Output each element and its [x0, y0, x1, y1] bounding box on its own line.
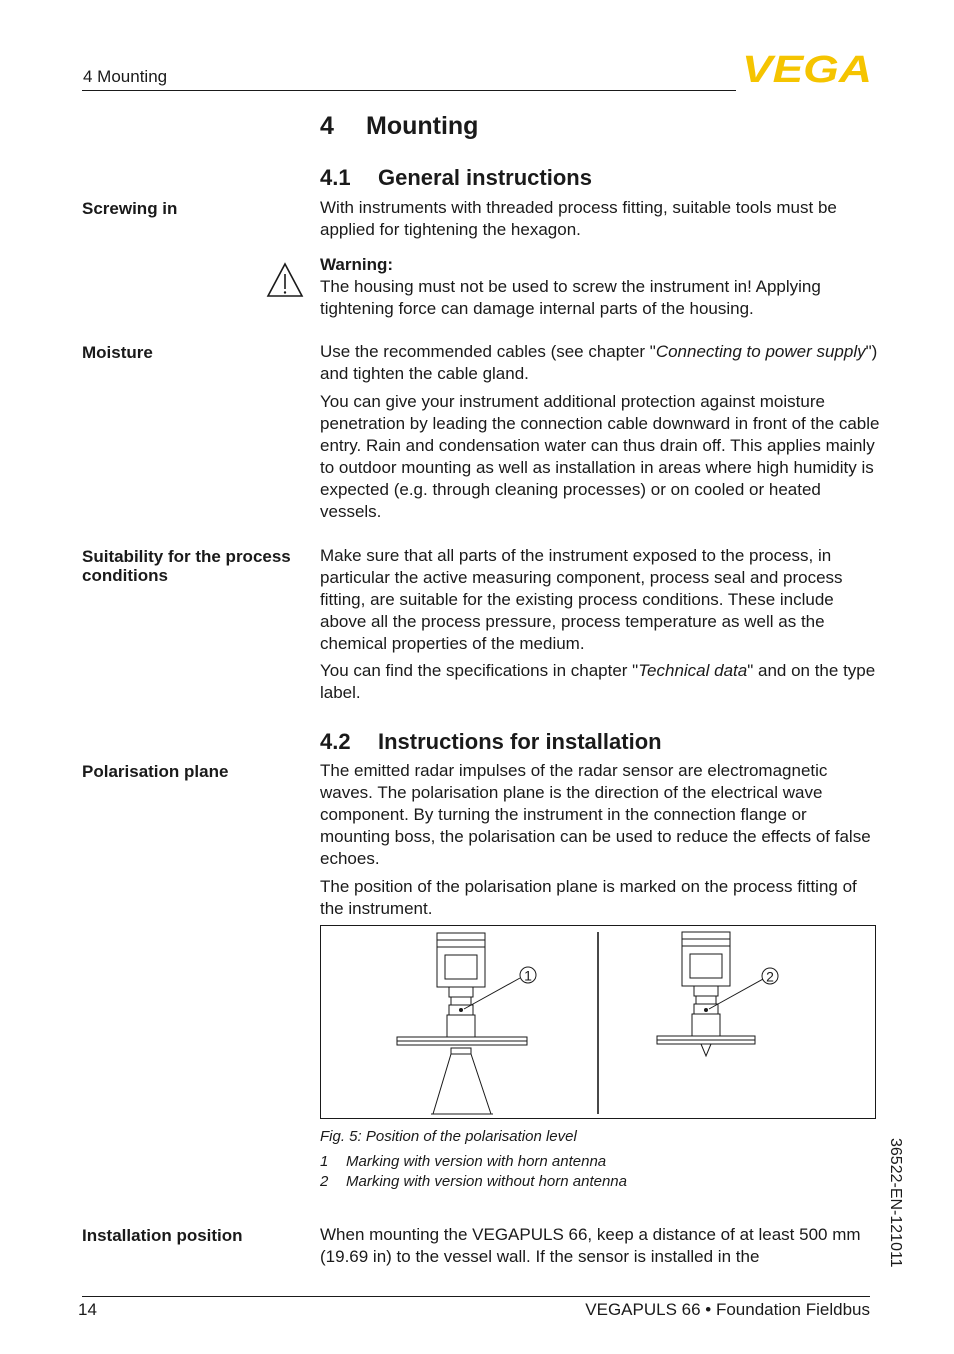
warning-block — [320, 254, 880, 320]
header-rule — [82, 90, 736, 91]
polarisation-p2: The position of the polarisation plane is marked on the process fitting of the instrument. — [320, 877, 857, 918]
label-installation-position: Installation position — [82, 1226, 243, 1245]
document-code-text: 36522-EN-121011 — [887, 1138, 904, 1268]
callout-1: 1 — [524, 967, 532, 984]
sensor-drawing — [321, 926, 877, 1120]
page-number: 14 — [78, 1300, 97, 1319]
section-number: 4.1 — [320, 165, 351, 190]
suitability-p2 — [320, 660, 880, 704]
running-header: 4 Mounting — [83, 67, 168, 86]
chapter-title-text: Mounting — [366, 112, 479, 140]
callout-2: 2 — [766, 968, 774, 985]
section-heading-4-2 — [320, 729, 662, 755]
label-suitability: Suitability for the process conditions — [82, 547, 291, 585]
warning-icon — [266, 262, 304, 298]
warning-text: The housing must not be used to screw the instrument in! Applying tightening force can damage internal parts of the housing. — [320, 277, 821, 318]
legend-item-1 — [320, 1152, 606, 1172]
moisture-p1 — [320, 341, 880, 385]
footer-rule — [82, 1296, 870, 1297]
polarisation-p1: The emitted radar impulses of the radar sensor are electromagnetic waves. The polarisation plane is the direction of the electrical wave component. By turning the instrument in the connection flange or mounting boss, the polarisation can be used to reduce the effects of false echoes. — [320, 761, 871, 868]
figure-caption: Fig. 5: Position of the polarisation level — [320, 1128, 577, 1145]
legend-item-2 — [320, 1172, 627, 1192]
label-screwing-in: Screwing in — [82, 199, 178, 218]
suitability-p2-b: " and on the type label. — [320, 661, 876, 702]
section-number: 4.2 — [320, 729, 351, 754]
suitability-p2-a: You can find the specifications in chapter " — [320, 661, 639, 680]
moisture-p1-b: ") and tighten the cable gland. — [320, 342, 878, 383]
section-title: Instructions for installation — [378, 729, 662, 754]
polarisation-figure — [320, 925, 876, 1119]
chapter-title — [320, 112, 478, 141]
document-code — [884, 1138, 906, 1288]
legend-text: Marking with version with horn antenna — [346, 1153, 607, 1170]
label-moisture: Moisture — [82, 343, 153, 362]
chapter-number: 4 — [320, 112, 334, 140]
moisture-chapter-ref: Connecting to power supply — [655, 342, 866, 361]
legend-number: 1 — [320, 1153, 329, 1170]
moisture-p1-a: Use the recommended cables (see chapter " — [320, 342, 656, 361]
legend-number: 2 — [320, 1173, 329, 1190]
logo-text: VEGA — [742, 51, 872, 85]
section-heading-4-1 — [320, 165, 592, 191]
technical-data-ref: Technical data — [638, 661, 748, 680]
suitability-p1: Make sure that all parts of the instrument exposed to the process, in particular the active measuring component, process seal and process fitting, are suitable for the existing process conditions. These include above all the process pressure, process temperature as well as the chemical properties of the medium. — [320, 546, 843, 653]
footer-product: VEGAPULS 66 • Foundation Fieldbus — [585, 1300, 870, 1319]
label-polarisation: Polarisation plane — [82, 762, 229, 781]
moisture-p2: You can give your instrument additional protection against moisture penetration by leading the connection cable downward in front of the cable entry. Rain and condensation water can thus drain off. This applies mainly to outdoor mounting as well as installation in areas where high humidity is expected (e.g. through cleaning processes) or on cooled or heated vessels. — [320, 392, 880, 521]
installation-text: When mounting the VEGAPULS 66, keep a distance of at least 500 mm (19.69 in) to the vessel wall. If the sensor is installed in the — [320, 1225, 861, 1266]
vega-logo — [742, 51, 872, 85]
legend-text: Marking with version without horn antenna — [346, 1173, 627, 1190]
section-title: General instructions — [378, 165, 592, 190]
warning-title: Warning: — [320, 255, 394, 274]
screwing-text: With instruments with threaded process fitting, suitable tools must be applied for tightening the hexagon. — [320, 198, 837, 239]
